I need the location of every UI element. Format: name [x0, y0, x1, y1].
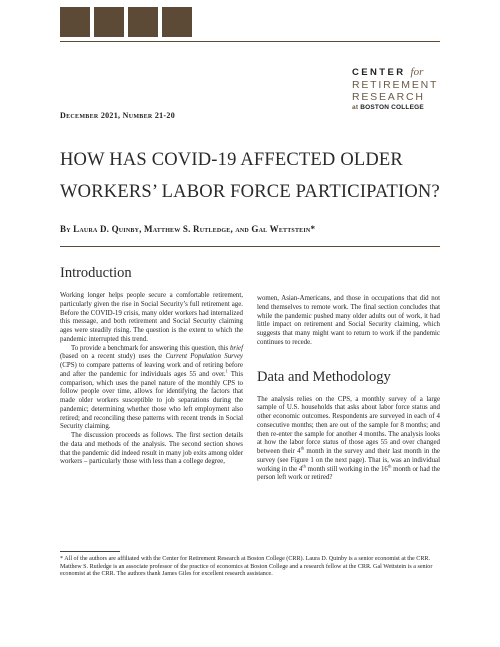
- text-run: brief: [229, 344, 243, 352]
- logo-college: BOSTON COLLEGE: [360, 104, 424, 111]
- text-run: To provide a benchmark for answering this question, this: [71, 344, 230, 352]
- ordinal-suffix: th: [300, 445, 305, 451]
- left-column: [60, 264, 243, 467]
- data-paragraph-1: [257, 396, 440, 484]
- text-run: month still working in the 16: [305, 465, 388, 473]
- author-footnote: * All of the authors are affiliated with the Center for Retirement Research at Boston College (CRR). Laura D. Quinby is a senior economist at the CRR. Matthew S. Rutledge is an associate professor of the practice of economics at Boston College and a research fellow at the CRR. Gal Wettstein is a senior economist at the CRR. The authors thank James Giles for excellent research assistance.: [60, 556, 433, 578]
- section-heading-introduction: Introduction: [60, 265, 132, 281]
- logo-research: RESEARCH: [352, 91, 425, 103]
- section-heading-data-methodology: Data and Methodology: [257, 368, 391, 385]
- text-run: (CPS) to compare patterns of leaving work and of retiring before and after the pandemic for individuals ages 55 and over.: [60, 362, 243, 378]
- right-column: [257, 295, 440, 483]
- ordinal-suffix: th: [387, 463, 392, 469]
- intro-paragraph-3-continued: women, Asian-Americans, and those in occupations that did not lend themselves to remote work. The final section concludes that while the pandemic pushed many older adults out of work, it had little impact on retirement and Social Security claiming, which suggests that many might want to return to work if the pandemic continues to recede.: [257, 295, 440, 346]
- logo-retirement: RETIREMENT: [352, 79, 439, 91]
- header-square-2: [94, 7, 124, 37]
- logo-center: CENTER: [352, 67, 406, 78]
- header-square-1: [60, 7, 90, 37]
- text-run: The analysis relies on the CPS, a monthly survey of a large sample of U.S. households that asks about labor force status and other economic outcomes. Respondents are surveyed in each of 4 consecutive months; then are out of the sample for 8 months; and then re-enter the sample for another 4 months. The analysis looks at how the labor force status of those ages 55 and over changed between their 4: [257, 395, 440, 455]
- header-square-3: [128, 7, 158, 37]
- header-rule: [60, 41, 440, 42]
- brief-title: [60, 144, 450, 208]
- crr-logo: [352, 66, 442, 112]
- footnote-marker: 1: [225, 368, 228, 374]
- header-square-4: [162, 7, 192, 37]
- byline-rule: [60, 246, 440, 247]
- brief-title-line-1: HOW HAS COVID-19 AFFECTED OLDER: [60, 150, 403, 170]
- text-run: month or had the person left work or retired?: [257, 465, 441, 482]
- footnote-rule: [60, 551, 120, 552]
- text-run: This comparison, which uses the panel nature of the monthly CPS to follow people over time, allows for identifying the factors that made older workers susceptible to job separations during the pandemic; determining whether those who left employment also retired; and reconciling these patterns with recent trends in Social Security claiming.: [60, 370, 243, 431]
- logo-for: for: [410, 66, 424, 78]
- intro-paragraph-2: [60, 345, 243, 433]
- text-run: (based on a recent study) uses the: [60, 353, 166, 361]
- intro-paragraph-3: The discussion proceeds as follows. The first section details the data and methods of the analysis. The second section shows that the pandemic did indeed result in many job exits among older workers – particularly those with less than a college degree,: [60, 432, 243, 466]
- author-byline: By Laura D. Quinby, Matthew S. Rutledge, and Gal Wettstein*: [60, 224, 316, 234]
- brief-title-line-2: WORKERS’ LABOR FORCE PARTICIPATION?: [60, 182, 440, 202]
- intro-paragraph-1: Working longer helps people secure a comfortable retirement, particularly given the rise in Social Security’s full retirement age. Before the COVID-19 crisis, many older workers had internalized this message, and both retirement and Social Security claiming ages were steadily rising. The question is the extent to which the pandemic interrupted this trend.: [60, 292, 243, 343]
- issue-date: December 2021, Number 21-20: [60, 111, 175, 120]
- text-run: month in the survey and their last month in the survey (see Figure 1 on the next page). That is, was an individual working in the 4: [257, 448, 440, 473]
- ordinal-suffix: th: [302, 463, 306, 469]
- logo-at: at: [352, 104, 359, 111]
- text-run: Current Population Survey: [165, 353, 243, 361]
